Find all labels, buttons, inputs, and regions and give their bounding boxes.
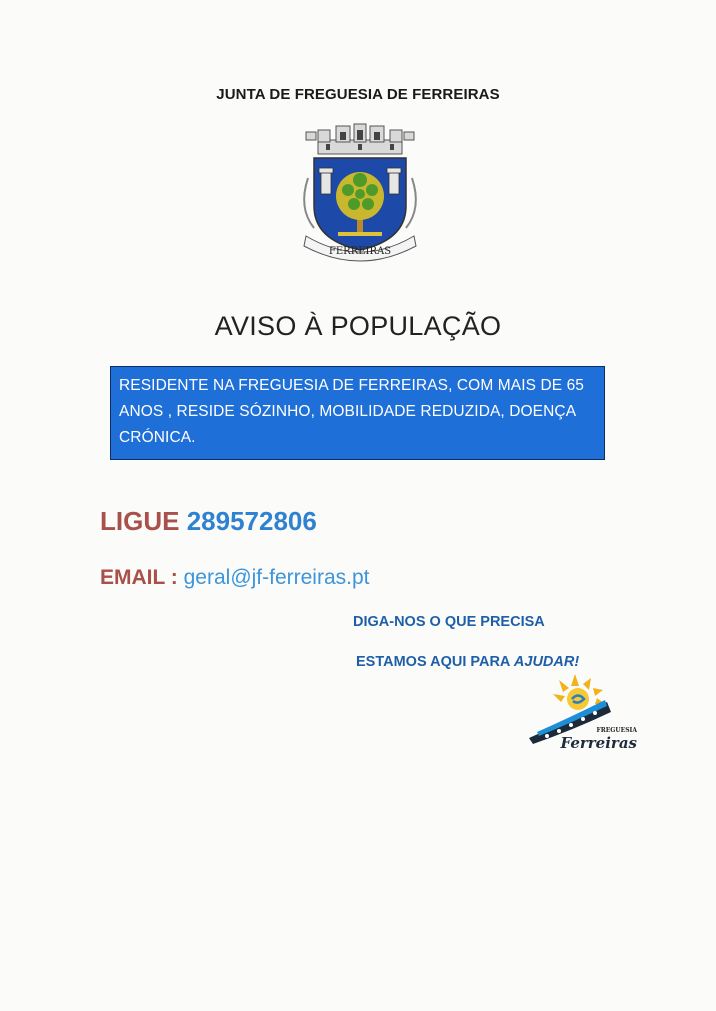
notice-box xyxy=(110,366,605,460)
phone-label: LIGUE xyxy=(100,506,180,536)
svg-text:FREGUESIA: FREGUESIA xyxy=(596,727,637,734)
message-line-1: DIGA-NOS O QUE PRECISA xyxy=(353,614,545,630)
message-line-2-prefix: ESTAMOS AQUI PARA xyxy=(356,654,514,670)
coat-of-arms-icon xyxy=(296,118,424,268)
phone-number[interactable]: 289572806 xyxy=(186,506,317,536)
svg-text:Ferreiras: Ferreiras xyxy=(560,734,637,752)
email-address[interactable]: geral@jf-ferreiras.pt xyxy=(183,566,370,589)
svg-text:FERREIRAS: FERREIRAS xyxy=(328,246,392,257)
freguesia-logo-icon xyxy=(525,672,645,754)
email-line xyxy=(100,566,370,590)
page-title: AVISO À POPULAÇÃO xyxy=(214,311,502,341)
message-line-2-emphasis: AJUDAR! xyxy=(513,654,580,670)
message-line-2 xyxy=(356,654,579,670)
email-label: EMAIL : xyxy=(100,566,178,589)
notice-body: RESIDENTE NA FREGUESIA DE FERREIRAS, COM MAIS DE 65 ANOS , RESIDE SÓZINHO, MOBILIDADE REDUZIDA, DOENÇA CRÓNICA. xyxy=(119,377,585,446)
header-title: JUNTA DE FREGUESIA DE FERREIRAS xyxy=(216,86,500,103)
phone-line xyxy=(100,506,317,537)
